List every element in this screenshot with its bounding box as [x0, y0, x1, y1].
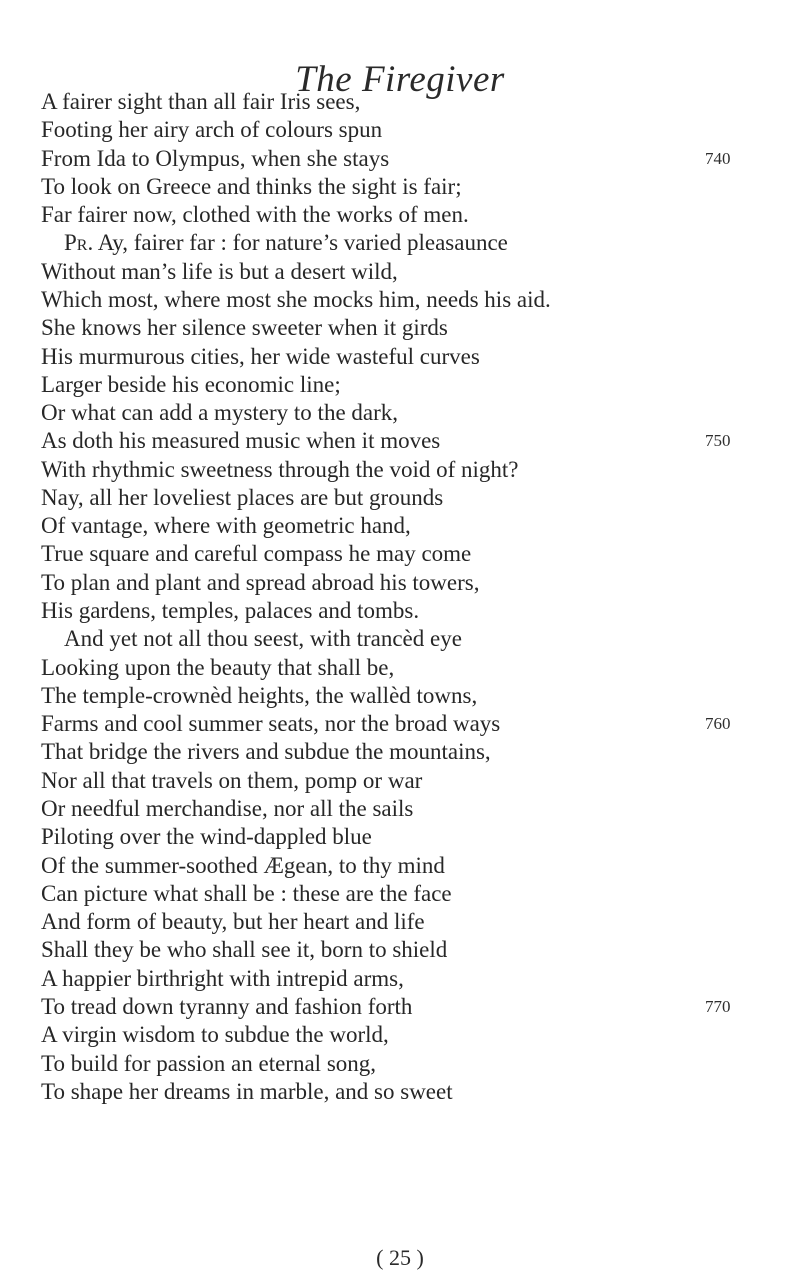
line-text: Larger beside his economic line;: [41, 371, 341, 397]
poem-line: [41, 654, 394, 682]
line-text: His murmurous cities, her wide wasteful curves: [41, 343, 480, 369]
line-text: Of vantage, where with geometric hand,: [41, 513, 411, 539]
poem-line: [41, 682, 477, 710]
line-text: Far fairer now, clothed with the works of men.: [41, 202, 469, 228]
line-text: Shall they be who shall see it, born to shield: [41, 937, 448, 963]
poem-line: [41, 343, 480, 371]
line-text: With rhythmic sweetness through the void of night?: [41, 456, 519, 482]
line-number: 740: [705, 148, 731, 168]
line-text: Farms and cool summer seats, nor the broad ways: [41, 711, 501, 737]
line-text: Or needful merchandise, nor all the sails: [41, 796, 414, 821]
line-text: A happier birthright with intrepid arms,: [41, 965, 404, 991]
line-text: Can picture what shall be : these are the face: [41, 880, 452, 906]
poem-line: [41, 738, 491, 766]
line-text: The temple-crownèd heights, the wallèd towns,: [41, 682, 478, 708]
line-text: Ay, fairer far : for nature’s varied pleasaunce: [93, 230, 508, 256]
line-text: Without man’s life is but a desert wild,: [41, 258, 398, 284]
poem-line: [41, 1021, 389, 1049]
running-head: The Firegiver: [295, 59, 505, 100]
line-text: Footing her airy arch of colours spun: [41, 117, 383, 143]
poem-line: [41, 823, 372, 851]
line-text: Or what can add a mystery to the dark,: [41, 400, 399, 426]
poem-line: [41, 286, 551, 314]
poem-line: [41, 908, 425, 936]
line-text: From Ida to Olympus, when she stays: [41, 145, 390, 171]
line-text: To shape her dreams in marble, and so sweet: [41, 1078, 453, 1104]
poem-line: [41, 767, 422, 795]
poem-line: [41, 1078, 453, 1106]
poem-line: [41, 116, 382, 144]
line-text: A fairer sight than all fair Iris sees,: [41, 89, 361, 114]
speaker-label: Pr.: [64, 230, 94, 256]
line-text: She knows her silence sweeter when it girds: [41, 315, 448, 341]
line-text: His gardens, temples, palaces and tombs.: [41, 598, 420, 624]
poem-line: [41, 512, 411, 540]
poem-line: [41, 484, 443, 512]
poem-line: [41, 88, 360, 116]
line-text: Nay, all her loveliest places are but grounds: [41, 484, 444, 510]
line-text: And yet not all thou seest, with trancèd eye: [64, 626, 462, 652]
line-number: 750: [705, 431, 731, 451]
line-text: Which most, where most she mocks him, needs his aid.: [41, 286, 551, 312]
line-number: 770: [705, 996, 731, 1016]
poem-line: [41, 427, 440, 455]
line-text: A virgin wisdom to subdue the world,: [41, 1022, 389, 1048]
line-text: To look on Greece and thinks the sight is fair;: [41, 173, 462, 199]
line-text: To tread down tyranny and fashion forth: [41, 993, 413, 1019]
line-text: Piloting over the wind-dappled blue: [41, 824, 372, 850]
poem-line: [41, 795, 413, 823]
line-text: To plan and plant and spread abroad his towers,: [41, 569, 480, 595]
poem-line: [41, 173, 462, 201]
poem-line: [41, 371, 341, 399]
line-text: True square and careful compass he may come: [41, 541, 472, 567]
line-text: Looking upon the beauty that shall be,: [41, 654, 395, 680]
poem-line: [41, 314, 448, 342]
poem-line: [41, 965, 404, 993]
poem-line: [41, 597, 419, 625]
poem-line: [41, 993, 412, 1021]
poem-line: [41, 569, 479, 597]
poem-line: [41, 258, 398, 286]
line-text: And form of beauty, but her heart and life: [41, 909, 425, 935]
line-text: Of the summer-soothed Ægean, to thy mind: [41, 852, 445, 878]
line-number: 760: [705, 714, 731, 734]
poem-line: [41, 936, 447, 964]
poem-line: [64, 625, 462, 653]
poem-line: [41, 710, 500, 738]
line-text: To build for passion an eternal song,: [41, 1050, 377, 1076]
page-number: ( 25 ): [376, 1245, 424, 1270]
line-text: Nor all that travels on them, pomp or war: [41, 767, 423, 793]
poem-line: [41, 456, 519, 484]
line-text: As doth his measured music when it moves: [41, 428, 441, 454]
poem-line: [64, 229, 508, 257]
poem-line: [41, 1050, 376, 1078]
poem-line: [41, 201, 469, 229]
poem-line: [41, 399, 398, 427]
poem-line: [41, 852, 445, 880]
line-text: That bridge the rivers and subdue the mountains,: [41, 739, 491, 765]
poem-line: [41, 145, 389, 173]
poem-line: [41, 540, 471, 568]
poem-line: [41, 880, 452, 908]
